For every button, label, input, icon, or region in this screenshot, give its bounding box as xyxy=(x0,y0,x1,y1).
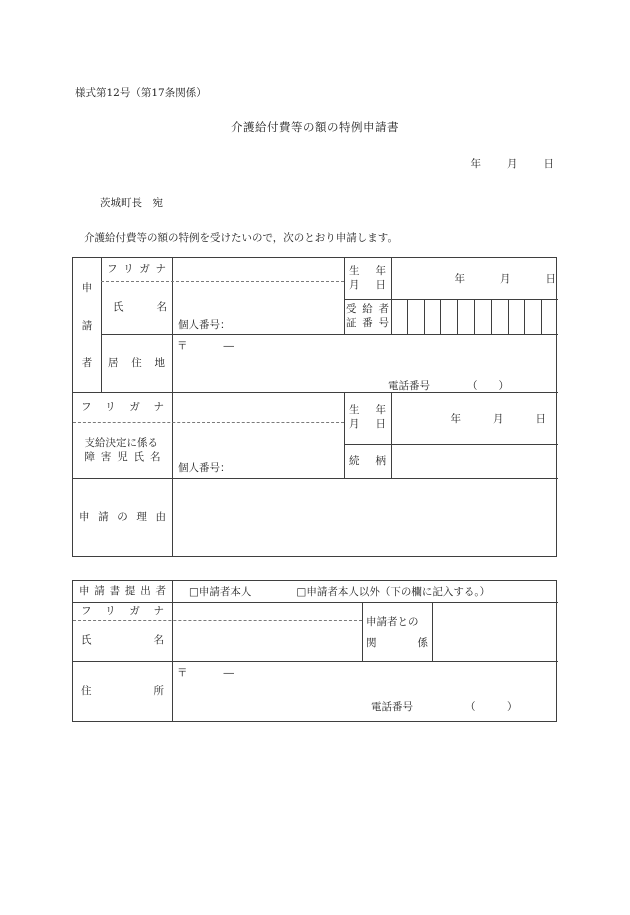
checkbox-self[interactable]: □申請者本人 xyxy=(189,586,252,598)
cert-digit-box[interactable] xyxy=(424,299,441,334)
cert-digit-box[interactable] xyxy=(474,299,491,334)
reason-input[interactable] xyxy=(172,478,558,556)
cert-digit-box[interactable] xyxy=(407,299,424,334)
submitter-phone-line xyxy=(371,699,518,714)
postal-code-line xyxy=(177,338,234,353)
submitter-name-input[interactable] xyxy=(172,602,362,661)
cert-digit-box[interactable] xyxy=(457,299,474,334)
cert-digit-box[interactable] xyxy=(491,299,508,334)
residence-label: 居住地 xyxy=(108,357,165,369)
relation-input[interactable] xyxy=(391,444,558,478)
birthdate-label: 生年 月日 xyxy=(349,265,386,291)
birthdate-input[interactable]: 年 月 日 xyxy=(454,273,556,285)
submitter-postal-line xyxy=(177,665,234,680)
submitter-name-label: 氏名 xyxy=(81,634,164,646)
child-name-label: 支給決定に係る 障害児氏名 xyxy=(84,437,161,463)
recipient-cert-boxes[interactable] xyxy=(391,299,558,334)
submitter-table xyxy=(72,580,557,722)
date-line xyxy=(471,156,555,171)
recipient-cert-label: 受給者 証番号 xyxy=(346,303,389,329)
date-year-label: 年 xyxy=(470,158,481,170)
applicant-side-label: 申 請 者 xyxy=(81,282,93,369)
intro-sentence: 介護給付費等の額の特例を受けたいので，次のとおり申請します。 xyxy=(84,232,398,244)
phone-input[interactable]: （ ） xyxy=(467,380,509,392)
personal-number-label: 個人番号： xyxy=(178,319,231,331)
addressee: 茨城町長 宛 xyxy=(100,197,163,209)
phone-label: 電話番号 xyxy=(388,380,430,392)
applicant-table xyxy=(72,257,557,557)
phone-line xyxy=(388,378,509,393)
relation-label: 続柄 xyxy=(349,455,386,467)
submitter-type-options xyxy=(172,581,558,602)
child-personal-number-label: 個人番号： xyxy=(178,462,231,474)
submitter-row-label: 申請書提出者 xyxy=(79,585,166,597)
postal-dash: ― xyxy=(223,339,234,352)
phone-input[interactable]: （ ） xyxy=(465,701,518,713)
postal-dash: ― xyxy=(223,666,234,679)
form-number: 様式第12号（第17条関係） xyxy=(75,87,207,99)
cert-digit-box[interactable] xyxy=(541,299,558,334)
submitter-furigana-label: フ リ ガ ナ xyxy=(81,605,164,617)
name-label: 氏名 xyxy=(113,301,167,313)
date-month-label: 月 xyxy=(507,158,518,170)
cert-digit-box[interactable] xyxy=(391,299,407,334)
postal-mark: 〒 xyxy=(177,340,188,352)
page-title: 介護給付費等の額の特例申請書 xyxy=(231,120,399,134)
child-furigana-label: フ リ ガ ナ xyxy=(81,401,164,413)
phone-label: 電話番号 xyxy=(371,701,413,713)
cert-digit-box[interactable] xyxy=(440,299,457,334)
child-birthdate-input[interactable]: 年 月 日 xyxy=(450,412,546,425)
reason-label: 申請の理由 xyxy=(79,511,166,523)
cert-digit-box[interactable] xyxy=(508,299,525,334)
cert-digit-box[interactable] xyxy=(524,299,541,334)
submitter-relation-input[interactable] xyxy=(432,602,558,661)
submitter-address-label: 住所 xyxy=(81,685,164,697)
checkbox-other[interactable]: □申請者本人以外（下の欄に記入する。） xyxy=(296,586,491,598)
submitter-relation-label: 申請者との 関係 xyxy=(366,615,428,649)
date-day-label: 日 xyxy=(543,158,554,170)
postal-mark: 〒 xyxy=(177,667,188,679)
furigana-label: フ リ ガ ナ xyxy=(107,263,166,275)
child-birthdate-label: 生年 月日 xyxy=(349,404,386,430)
